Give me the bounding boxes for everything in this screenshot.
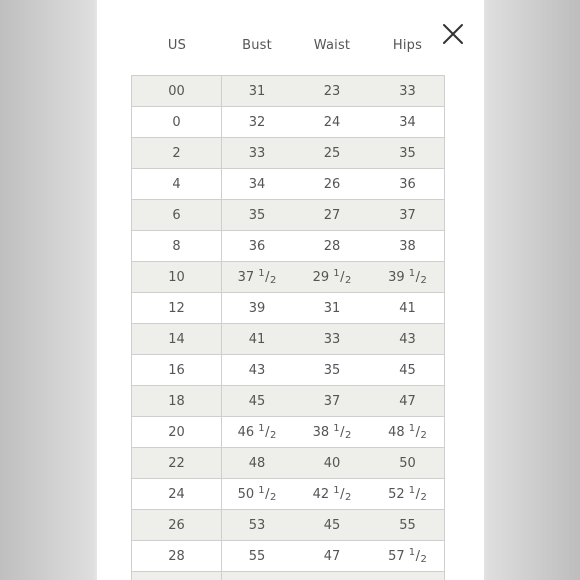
cell-bust: 46 1 / 2 [237,422,277,441]
size-chart-modal [97,0,484,580]
cell-waist: 28 [323,238,341,254]
cell-us: 12 [132,293,222,323]
cell-bust: 31 [248,83,266,99]
table-row [132,169,444,200]
cell-waist: 38 1 / 2 [312,422,352,441]
cell-hips: 35 [399,145,416,161]
cell-us: 20 [132,417,222,447]
cell-hips [372,572,443,580]
table-row [132,510,444,541]
close-icon [441,22,465,46]
cell-us: 24 [132,479,222,509]
cell-us: 0 [132,107,222,137]
cell-hips: 33 [399,83,416,99]
cell-us: 16 [132,355,222,385]
cell-bust: 32 [248,114,266,130]
cell-us: 18 [132,386,222,416]
cell-us: 26 [132,510,222,540]
cell-waist: 24 [323,114,341,130]
cell-bust: 48 [248,455,266,471]
cell-hips: 37 [399,207,416,223]
cell-bust: 50 1 / 2 [237,484,277,503]
cell-hips: 52 1 / 2 [388,484,427,503]
cell-bust: 45 [248,393,266,409]
table-row [132,572,444,580]
cell-us: 6 [132,200,222,230]
table-row [132,479,444,510]
cell-hips: 39 1 / 2 [388,267,427,286]
table-row [132,262,444,293]
cell-waist: 29 1 / 2 [312,267,352,286]
cell-bust: 37 1 / 2 [237,267,277,286]
cell-bust: 35 [248,207,266,223]
cell-us: 14 [132,324,222,354]
table-row [132,541,444,572]
cell-hips: 45 [399,362,416,378]
cell-waist: 37 [323,393,341,409]
column-header-us: US [167,38,187,53]
cell-hips: 47 [399,393,416,409]
close-button[interactable] [441,22,465,46]
cell-waist: 25 [323,145,341,161]
cell-bust: 33 [248,145,266,161]
table-row [132,107,444,138]
table-row [132,76,444,107]
cell-waist: 35 [323,362,341,378]
size-chart-table [131,75,445,580]
cell-bust: 41 [248,331,266,347]
cell-waist [292,572,372,580]
cell-us: 8 [132,231,222,261]
cell-waist: 27 [323,207,341,223]
cell-waist: 40 [323,455,341,471]
table-row [132,386,444,417]
cell-hips: 41 [399,300,416,316]
cell-bust: 34 [248,176,266,192]
cell-waist: 33 [323,331,341,347]
cell-us: 00 [132,76,222,106]
cell-waist: 47 [323,548,341,564]
cell-waist: 42 1 / 2 [312,484,352,503]
column-header-bust: Bust [242,38,272,53]
cell-us: 22 [132,448,222,478]
cell-hips: 57 1 / 2 [388,546,427,565]
table-row [132,138,444,169]
cell-us: 28 [132,541,222,571]
cell-hips: 38 [399,238,416,254]
cell-bust: 36 [248,238,266,254]
cell-us: 4 [132,169,222,199]
cell-waist: 26 [323,176,341,192]
cell-hips: 48 1 / 2 [388,422,427,441]
cell-bust: 53 [248,517,266,533]
cell-bust [222,572,292,580]
column-header-hips: Hips [392,38,423,53]
cell-us [132,572,222,580]
cell-waist: 23 [323,83,341,99]
cell-hips: 55 [399,517,416,533]
cell-bust: 43 [248,362,266,378]
cell-waist: 45 [323,517,341,533]
cell-us: 2 [132,138,222,168]
table-row [132,293,444,324]
cell-hips: 50 [399,455,416,471]
table-header [132,38,443,58]
cell-us: 10 [132,262,222,292]
table-row [132,324,444,355]
cell-waist: 31 [323,300,341,316]
cell-bust: 55 [248,548,266,564]
column-header-waist: Waist [313,38,351,53]
cell-hips: 43 [399,331,416,347]
cell-hips: 36 [399,176,416,192]
table-row [132,448,444,479]
table-row [132,200,444,231]
table-row [132,417,444,448]
cell-hips: 34 [399,114,416,130]
table-row [132,231,444,262]
cell-bust: 39 [248,300,266,316]
table-row [132,355,444,386]
